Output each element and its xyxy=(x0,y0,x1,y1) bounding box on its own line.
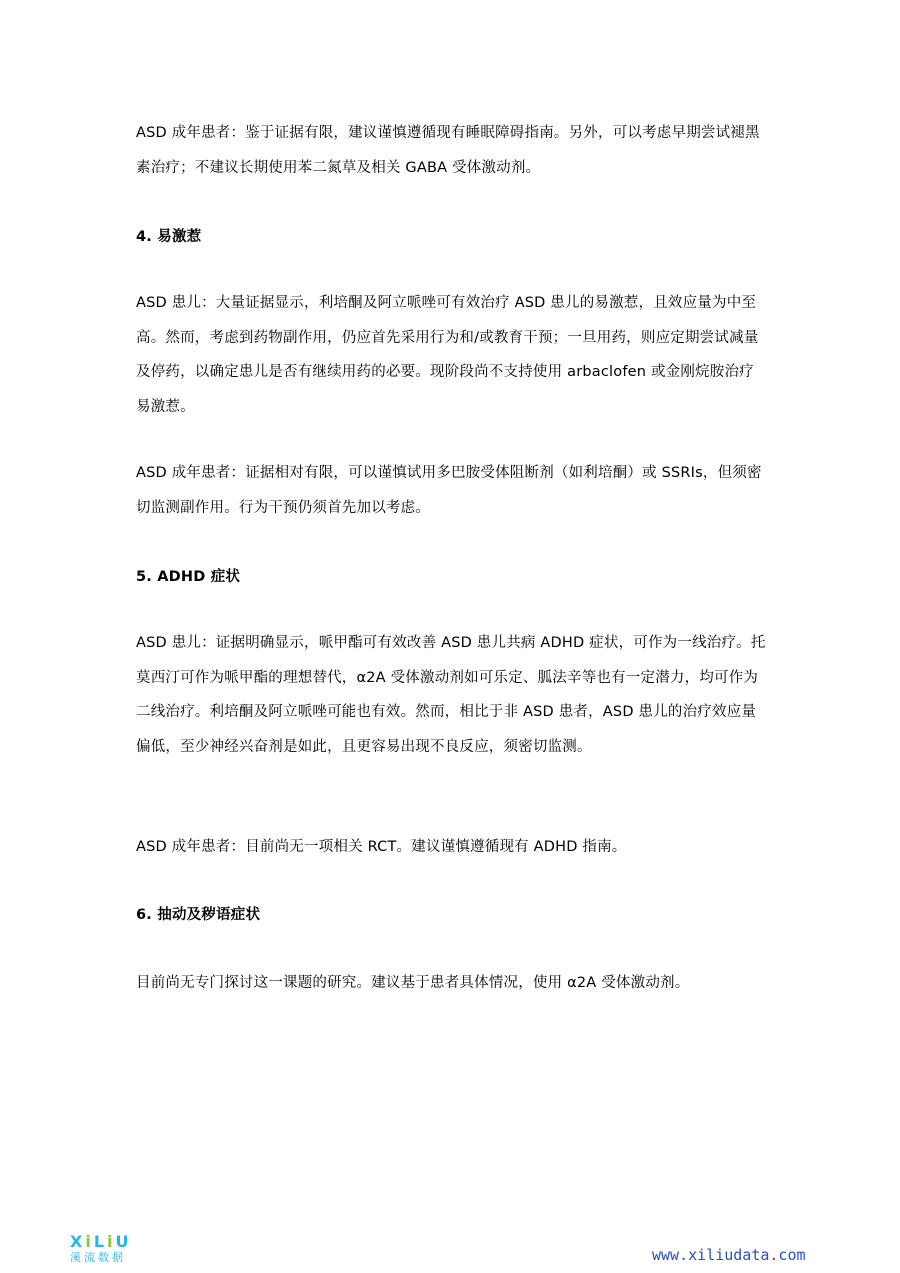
footer-website-url: www.xiliudata.com xyxy=(652,1246,806,1264)
paragraph-text: ASD 患儿：大量证据显示，利培酮及阿立哌唑可有效治疗 ASD 患儿的易激惹，且效应量为中至高。然而，考虑到药物副作用，仍应首先采用行为和/或教育干预；一旦用药，则应定期尝试减量及停药，以确定患儿是否有继续用药的必要。现阶段尚不支持使用 arbaclofen 或金刚烷胺治疗易激惹。 xyxy=(136,295,759,415)
paragraph-text: ASD 成年患者：鉴于证据有限，建议谨慎遵循现有睡眠障碍指南。另外，可以考虑早期尝试褪黑素治疗；不建议长期使用苯二氮草及相关 GABA 受体激动剂。 xyxy=(136,125,760,176)
paragraph-text: ASD 成年患者：目前尚无一项相关 RCT。建议谨慎遵循现有 ADHD 指南。 xyxy=(136,839,627,855)
logo-wordmark xyxy=(70,1232,145,1250)
paragraph-adhd-adult xyxy=(136,830,766,865)
heading-irritability xyxy=(136,220,766,255)
paragraph-text: ASD 成年患者：证据相对有限，可以谨慎试用多巴胺受体阻断剂（如利培酮）或 SSRIs，但须密切监测副作用。行为干预仍须首先加以考虑。 xyxy=(136,465,762,516)
heading-text: 6. 抽动及秽语症状 xyxy=(136,907,261,923)
logo-letter: i xyxy=(85,1232,92,1251)
paragraph-text: ASD 患儿：证据明确显示，哌甲酯可有效改善 ASD 患儿共病 ADHD 症状，可作为一线治疗。托莫西汀可作为哌甲酯的理想替代，α2A 受体激动剂如可乐定、胍法辛等也有一定潜力，均可作为二线治疗。利培酮及阿立哌唑可能也有效。然而，相比于非 ASD 患者，ASD 患儿的治疗效应量偏低，至少神经兴奋剂是如此，且更容易出现不良反应，须密切监测。 xyxy=(136,635,766,755)
heading-tics xyxy=(136,898,766,933)
logo-letter: i xyxy=(107,1232,114,1251)
heading-text: 5. ADHD 症状 xyxy=(136,569,241,585)
paragraph-irritability-adult xyxy=(136,456,766,525)
logo-letter: U xyxy=(115,1232,130,1251)
heading-adhd xyxy=(136,560,766,595)
heading-text: 4. 易激惹 xyxy=(136,229,202,245)
paragraph-text: 目前尚无专门探讨这一课题的研究。建议基于患者具体情况，使用 α2A 受体激动剂。 xyxy=(136,975,690,991)
xiliu-logo xyxy=(70,1232,145,1266)
logo-letter: L xyxy=(93,1232,106,1251)
paragraph-adhd-child xyxy=(136,626,766,764)
paragraph-tics xyxy=(136,966,766,1001)
paragraph-irritability-child xyxy=(136,286,766,424)
logo-subtitle: 溪流数据 xyxy=(70,1251,126,1264)
paragraph-adult-sleep xyxy=(136,116,766,185)
logo-letter: X xyxy=(70,1232,84,1251)
